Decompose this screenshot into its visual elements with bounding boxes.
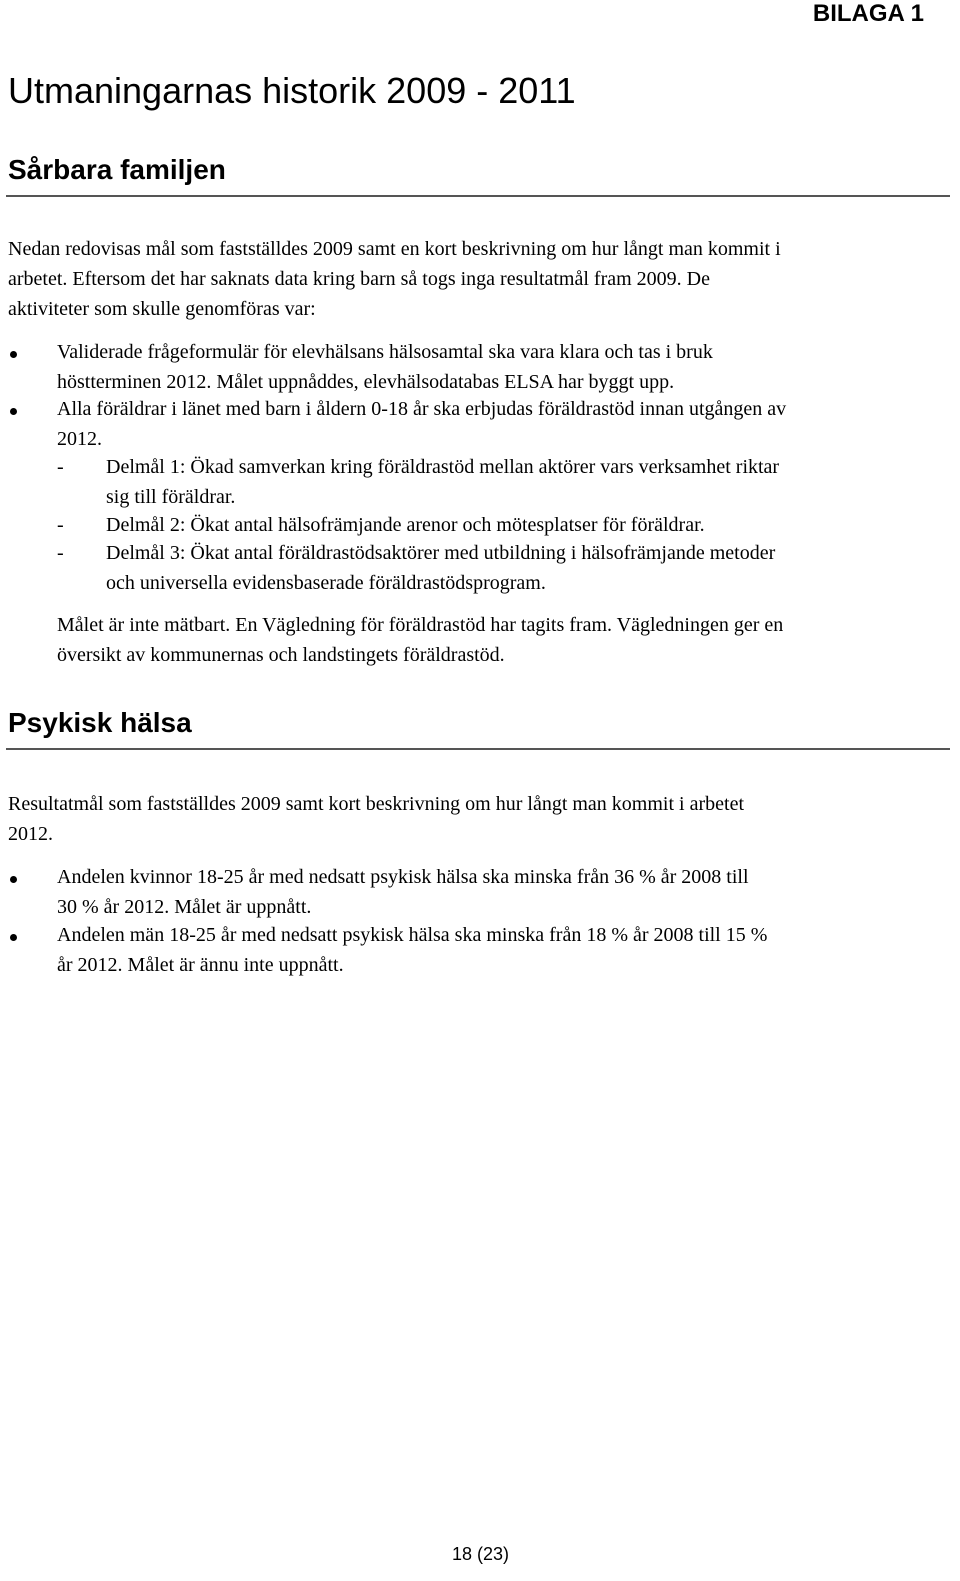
dash-icon: -	[57, 542, 64, 564]
text-line: Andelen kvinnor 18-25 år med nedsatt psykisk hälsa ska minska från 36 % år 2008 till	[57, 866, 749, 888]
text-line: 2012.	[8, 823, 53, 845]
text-line: Validerade frågeformulär för elevhälsans hälsosamtal ska vara klara och tas i bruk	[57, 341, 713, 363]
section-heading-sarbara-familjen: Sårbara familjen	[8, 154, 226, 185]
text-line: Delmål 2: Ökat antal hälsofrämjande arenor och mötesplatser för föräldrar.	[106, 514, 705, 536]
section-heading-psykisk-halsa: Psykisk hälsa	[8, 707, 192, 738]
page-title: Utmaningarnas historik 2009 - 2011	[8, 70, 576, 111]
text-line: 30 % år 2012. Målet är uppnått.	[57, 896, 312, 918]
text-line: sig till föräldrar.	[106, 486, 236, 508]
text-line: Andelen män 18-25 år med nedsatt psykisk hälsa ska minska från 18 % år 2008 till 15 %	[57, 924, 768, 946]
dash-icon: -	[57, 514, 64, 536]
text-line: Målet är inte mätbart. En Vägledning för föräldrastöd har tagits fram. Vägledningen ger en	[57, 614, 784, 636]
bullet-icon	[10, 408, 17, 415]
text-line: Resultatmål som fastställdes 2009 samt kort beskrivning om hur långt man kommit i arbetet	[8, 793, 744, 815]
bullet-icon	[10, 876, 17, 883]
section-rule	[6, 195, 950, 197]
text-line: Delmål 3: Ökat antal föräldrastödsaktörer med utbildning i hälsofrämjande metoder	[106, 542, 776, 564]
section-rule	[6, 748, 950, 750]
text-line: översikt av kommunernas och landstingets föräldrastöd.	[57, 644, 505, 666]
text-line: Alla föräldrar i länet med barn i åldern 0-18 år ska erbjudas föräldrastöd innan utgången av	[57, 398, 787, 420]
text-line: Delmål 1: Ökad samverkan kring föräldrastöd mellan aktörer vars verksamhet riktar	[106, 456, 780, 478]
text-line: aktiviteter som skulle genomföras var:	[8, 298, 316, 320]
annex-label: BILAGA 1	[812, 0, 924, 27]
bullet-icon	[10, 934, 17, 941]
text-line: Nedan redovisas mål som fastställdes 2009 samt en kort beskrivning om hur långt man kommit i	[8, 238, 781, 260]
text-line: höstterminen 2012. Målet uppnåddes, elevhälsodatabas ELSA har byggt upp.	[57, 371, 675, 393]
dash-icon: -	[57, 456, 64, 478]
text-line: arbetet. Eftersom det har saknats data kring barn så togs inga resultatmål fram 2009. De	[8, 268, 710, 290]
text-line: 2012.	[57, 428, 102, 450]
text-line: och universella evidensbaserade föräldrastödsprogram.	[106, 572, 546, 594]
page-number: 18 (23)	[452, 1544, 510, 1564]
bullet-icon	[10, 351, 17, 358]
text-line: år 2012. Målet är ännu inte uppnått.	[57, 954, 344, 976]
